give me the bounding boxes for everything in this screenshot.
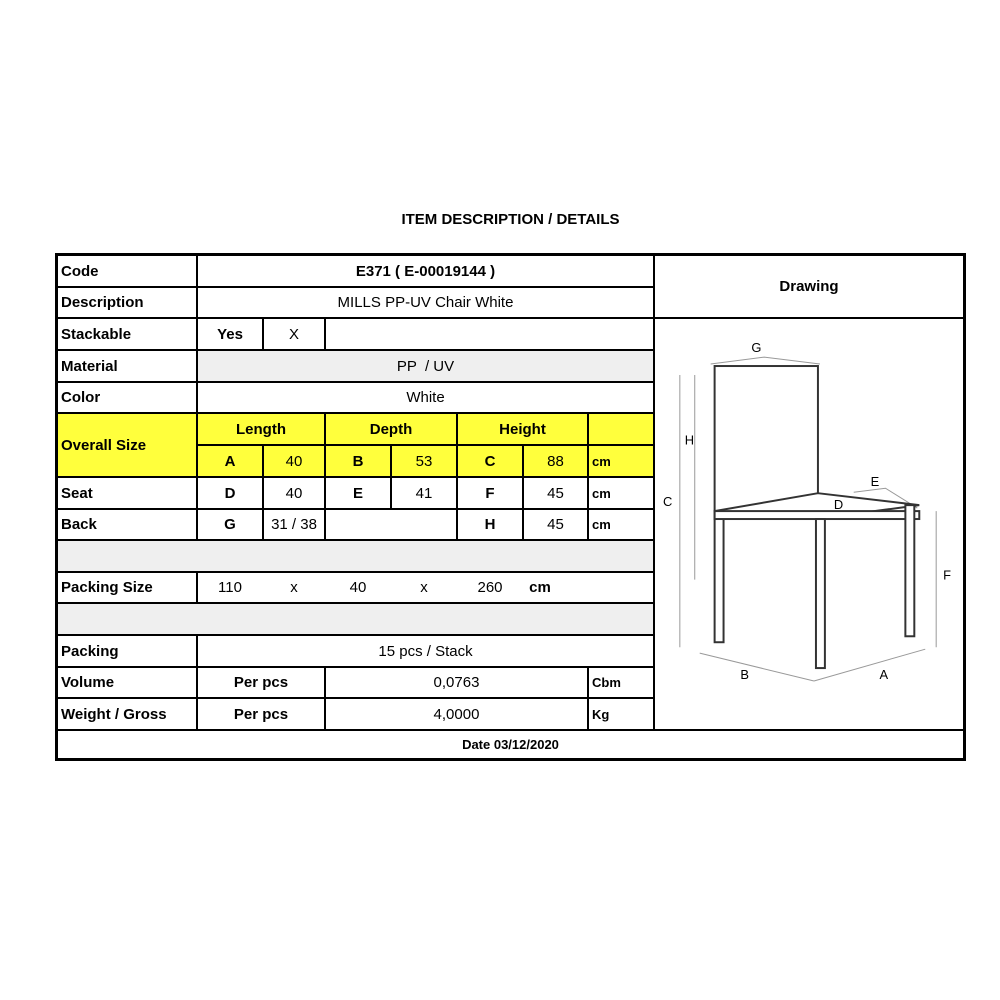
packing-x1: x bbox=[290, 579, 298, 596]
code-value: E371 ( E-00019144 ) bbox=[197, 255, 654, 287]
d-letter: D bbox=[197, 477, 263, 509]
overall-unit: cm bbox=[588, 445, 654, 477]
weight-per: Per pcs bbox=[197, 698, 325, 730]
material-label: Material bbox=[57, 350, 197, 382]
spacer-row-1 bbox=[57, 540, 654, 572]
e-letter: E bbox=[325, 477, 391, 509]
packing-length: 110 bbox=[218, 579, 242, 596]
weight-unit: Kg bbox=[588, 698, 654, 730]
length-header: Length bbox=[197, 413, 325, 445]
color-value: White bbox=[197, 382, 654, 413]
f-letter: F bbox=[457, 477, 523, 509]
stackable-yes: Yes bbox=[197, 318, 263, 350]
b-letter: B bbox=[325, 445, 391, 477]
date-row: Date 03/12/2020 bbox=[57, 730, 964, 759]
packing-label: Packing bbox=[57, 635, 197, 667]
description-value: MILLS PP-UV Chair White bbox=[197, 287, 654, 318]
drawing-label: Drawing bbox=[779, 278, 839, 295]
dim-a: A bbox=[879, 666, 889, 682]
material-value: PP / UV bbox=[197, 350, 654, 382]
a-value: 40 bbox=[263, 445, 325, 477]
packing-value: 15 pcs / Stack bbox=[197, 635, 654, 667]
packing-unit: cm bbox=[529, 579, 551, 596]
a-letter: A bbox=[197, 445, 263, 477]
stackable-mark: X bbox=[263, 318, 325, 350]
f-value: 45 bbox=[523, 477, 588, 509]
packing-size-label: Packing Size bbox=[57, 572, 197, 603]
d-value: 40 bbox=[263, 477, 325, 509]
packing-height: 260 bbox=[477, 579, 503, 596]
stackable-label: Stackable bbox=[57, 318, 197, 350]
b-value: 53 bbox=[391, 445, 457, 477]
spacer-row-2 bbox=[57, 603, 654, 635]
weight-label: Weight / Gross bbox=[57, 698, 197, 730]
c-letter: C bbox=[457, 445, 523, 477]
volume-unit: Cbm bbox=[588, 667, 654, 698]
overall-empty bbox=[588, 413, 654, 445]
drawing-header bbox=[654, 255, 964, 318]
dim-b: B bbox=[740, 666, 750, 682]
dim-f: F bbox=[943, 567, 952, 583]
seat-label: Seat bbox=[57, 477, 197, 509]
depth-header: Depth bbox=[325, 413, 457, 445]
dim-g: G bbox=[751, 340, 762, 356]
dim-d: D bbox=[833, 497, 844, 513]
e-value: 41 bbox=[391, 477, 457, 509]
page-title: ITEM DESCRIPTION / DETAILS bbox=[401, 211, 620, 228]
height-header: Height bbox=[457, 413, 588, 445]
volume-value: 0,0763 bbox=[325, 667, 588, 698]
packing-x2: x bbox=[420, 579, 428, 596]
volume-label: Volume bbox=[57, 667, 197, 698]
chair-drawing bbox=[655, 318, 963, 730]
dim-c: C bbox=[662, 494, 673, 510]
volume-per: Per pcs bbox=[197, 667, 325, 698]
back-label: Back bbox=[57, 509, 197, 540]
overall-size-label: Overall Size bbox=[57, 413, 197, 477]
g-value: 31 / 38 bbox=[263, 509, 325, 540]
c-value: 88 bbox=[523, 445, 588, 477]
back-empty bbox=[325, 509, 457, 540]
g-letter: G bbox=[197, 509, 263, 540]
h-value: 45 bbox=[523, 509, 588, 540]
weight-value: 4,0000 bbox=[325, 698, 588, 730]
drawing-area bbox=[654, 318, 964, 730]
description-label: Description bbox=[57, 287, 197, 318]
packing-depth: 40 bbox=[349, 579, 367, 596]
stackable-empty bbox=[325, 318, 654, 350]
dim-h: H bbox=[684, 432, 695, 448]
seat-unit: cm bbox=[588, 477, 654, 509]
code-label: Code bbox=[57, 255, 197, 287]
color-label: Color bbox=[57, 382, 197, 413]
dim-e: E bbox=[870, 474, 880, 490]
back-unit: cm bbox=[588, 509, 654, 540]
h-letter: H bbox=[457, 509, 523, 540]
details-table bbox=[55, 253, 966, 761]
